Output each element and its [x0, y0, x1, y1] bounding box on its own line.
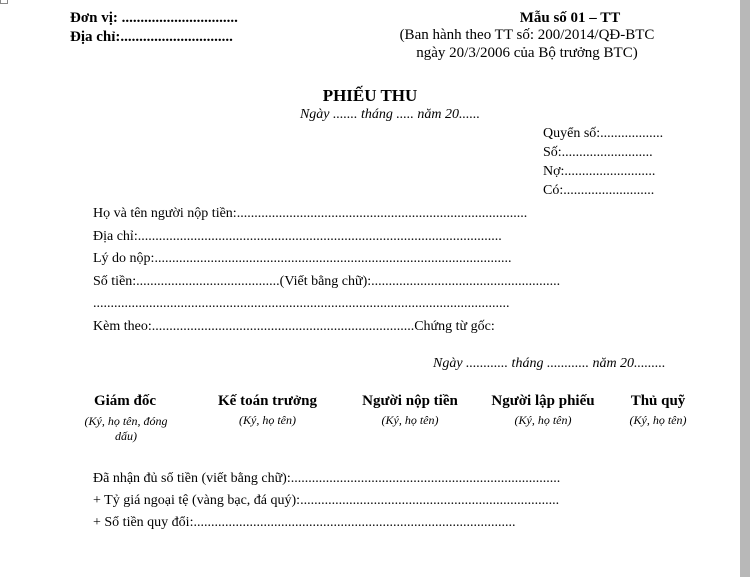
converted-amount-field: + Số tiền quy đổi:............................................................................................ — [93, 516, 516, 530]
so-field: Số:.......................... — [543, 145, 653, 160]
signature-date-line: Ngày ............ tháng ............ năm 20......... — [433, 356, 666, 371]
page-corner-mark — [0, 0, 8, 4]
signature-cashier-note: (Ký, họ tên) — [629, 413, 687, 427]
signature-director-note: (Ký, họ tên, đóng dấu) — [84, 414, 168, 443]
received-amount-field: Đã nhận đủ số tiền (viết bằng chữ):............................................................................. — [93, 472, 561, 486]
signature-payer-title: Người nộp tiền — [362, 393, 458, 409]
issued-date-line: ngày 20/3/2006 của Bộ trưởng BTC) — [416, 45, 638, 61]
page-right-border — [740, 0, 750, 577]
dia-chi-label: Địa chỉ:.............................. — [70, 29, 233, 45]
don-vi-label: Đơn vị: ............................... — [70, 10, 238, 26]
reason-field: Lý do nộp:...................................................................................................... — [93, 252, 512, 266]
signature-chief-accountant-title: Kế toán trưởng — [218, 393, 317, 409]
signature-director-title: Giám đốc — [93, 393, 157, 409]
amount-field: Số tiền:.........................................(Viết bằng chữ):...................................................... — [93, 275, 561, 289]
exchange-rate-field: + Tỷ giá ngoại tệ (vàng bạc, đá quý):.......................................................................... — [93, 494, 560, 508]
signature-preparer-note: (Ký, họ tên) — [514, 413, 572, 427]
amount-continued-line: ....................................................................................................................... — [93, 297, 510, 311]
no-field: Nợ:.......................... — [543, 164, 656, 179]
co-field: Có:.......................... — [543, 183, 655, 198]
signature-chief-accountant-note: (Ký, họ tên) — [239, 413, 296, 427]
issued-by-line: (Ban hành theo TT số: 200/2014/QĐ-BTC — [399, 27, 655, 43]
signature-payer-note: (Ký, họ tên) — [381, 413, 439, 427]
quyen-so-field: Quyển số:.................. — [543, 126, 664, 141]
signature-preparer-title: Người lập phiếu — [491, 393, 595, 409]
signature-cashier-title: Thủ quỹ — [630, 393, 686, 409]
form-number: Mẫu số 01 – TT — [519, 10, 621, 26]
payer-name-field: Họ và tên người nộp tiền:................................................................................... — [93, 207, 528, 221]
attachment-field: Kèm theo:...........................................................................Chứng từ gốc: — [93, 319, 495, 334]
address-field: Địa chỉ:........................................................................................................ — [93, 230, 502, 244]
page-title: PHIẾU THU — [322, 86, 418, 105]
date-line: Ngày ....... tháng ..... năm 20...... — [299, 107, 481, 122]
